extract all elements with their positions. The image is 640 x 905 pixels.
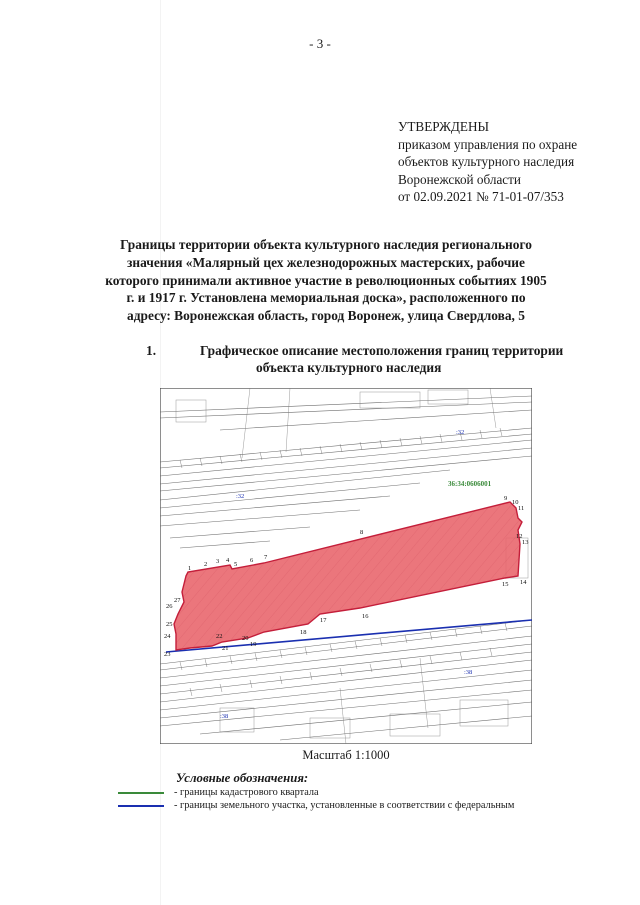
approval-line: Воронежской области	[398, 171, 521, 187]
point-label: 6	[250, 557, 254, 564]
quarter-label: :32	[236, 493, 245, 500]
point-label: 2	[204, 561, 208, 568]
point-label: 13	[522, 539, 529, 546]
title-line: адресу: Воронежская область, город Воронеж, улица Свердлова, 5	[127, 308, 525, 324]
map-drawing	[160, 388, 532, 744]
cadastral-map	[160, 388, 532, 744]
point-label: 24	[164, 633, 171, 640]
legend-title: Условные обозначения:	[176, 771, 309, 785]
legend-line-green	[118, 792, 164, 794]
quarter-label: :32	[456, 429, 465, 436]
point-label: 20	[242, 635, 249, 642]
section-title-line: объекта культурного наследия	[256, 360, 442, 375]
point-label: 22	[216, 633, 223, 640]
point-label: 18	[300, 629, 307, 636]
point-label: 14	[520, 579, 527, 586]
point-label: 23	[164, 651, 171, 658]
point-label: 11	[518, 505, 525, 512]
quarter-label: :38	[220, 713, 229, 720]
cadastral-quarter-label: 36:34:0606001	[448, 480, 492, 488]
point-label: 10	[512, 499, 519, 506]
point-label: 19	[250, 641, 257, 648]
point-label: 17	[320, 617, 327, 624]
section-number: 1.	[146, 343, 157, 358]
point-label: 1	[188, 565, 192, 572]
approval-line: объектов культурного наследия	[398, 154, 575, 169]
point-label: 9	[504, 495, 508, 502]
approval-heading: УТВЕРЖДЕНЫ	[398, 119, 490, 134]
point-label: 25	[166, 621, 173, 628]
point-label: 4	[226, 557, 230, 564]
legend-text: - границы земельного участка, установленные в соответствии с федеральным	[174, 800, 515, 811]
page-number: - 3 -	[309, 36, 331, 51]
point-label: 21	[222, 645, 229, 652]
title-line: которого принимали активное участие в революционных событиях 1905	[105, 272, 547, 288]
point-label: 27	[174, 597, 181, 604]
approval-date: от 02.09.2021 № 71-01-07/353	[398, 189, 564, 204]
map-scale: Масштаб 1:1000	[302, 748, 390, 762]
legend-line-blue	[118, 805, 164, 807]
point-label: 7	[264, 554, 268, 561]
point-label: 5	[234, 561, 238, 568]
approval-block	[398, 118, 628, 206]
document-title	[96, 236, 556, 325]
title-line: г. и 1917 г. Установлена мемориальная доска», расположенного по	[126, 290, 526, 306]
section-title-line: Графическое описание местоположения границ территории	[200, 343, 564, 358]
point-label: 12	[516, 533, 523, 540]
title-line: значения «Малярный цех железнодорожных мастерских, рабочие	[127, 254, 525, 270]
title-line: Границы территории объекта культурного наследия регионального	[120, 237, 532, 252]
point-label: 15	[502, 581, 509, 588]
point-label: 8	[360, 529, 364, 536]
point-label: 3	[216, 558, 220, 565]
point-label: 26	[166, 603, 173, 610]
approval-line: приказом управления по охране	[398, 136, 578, 152]
legend-text: - границы кадастрового квартала	[174, 787, 319, 798]
point-label: 16	[362, 613, 369, 620]
quarter-label: :38	[464, 669, 473, 676]
